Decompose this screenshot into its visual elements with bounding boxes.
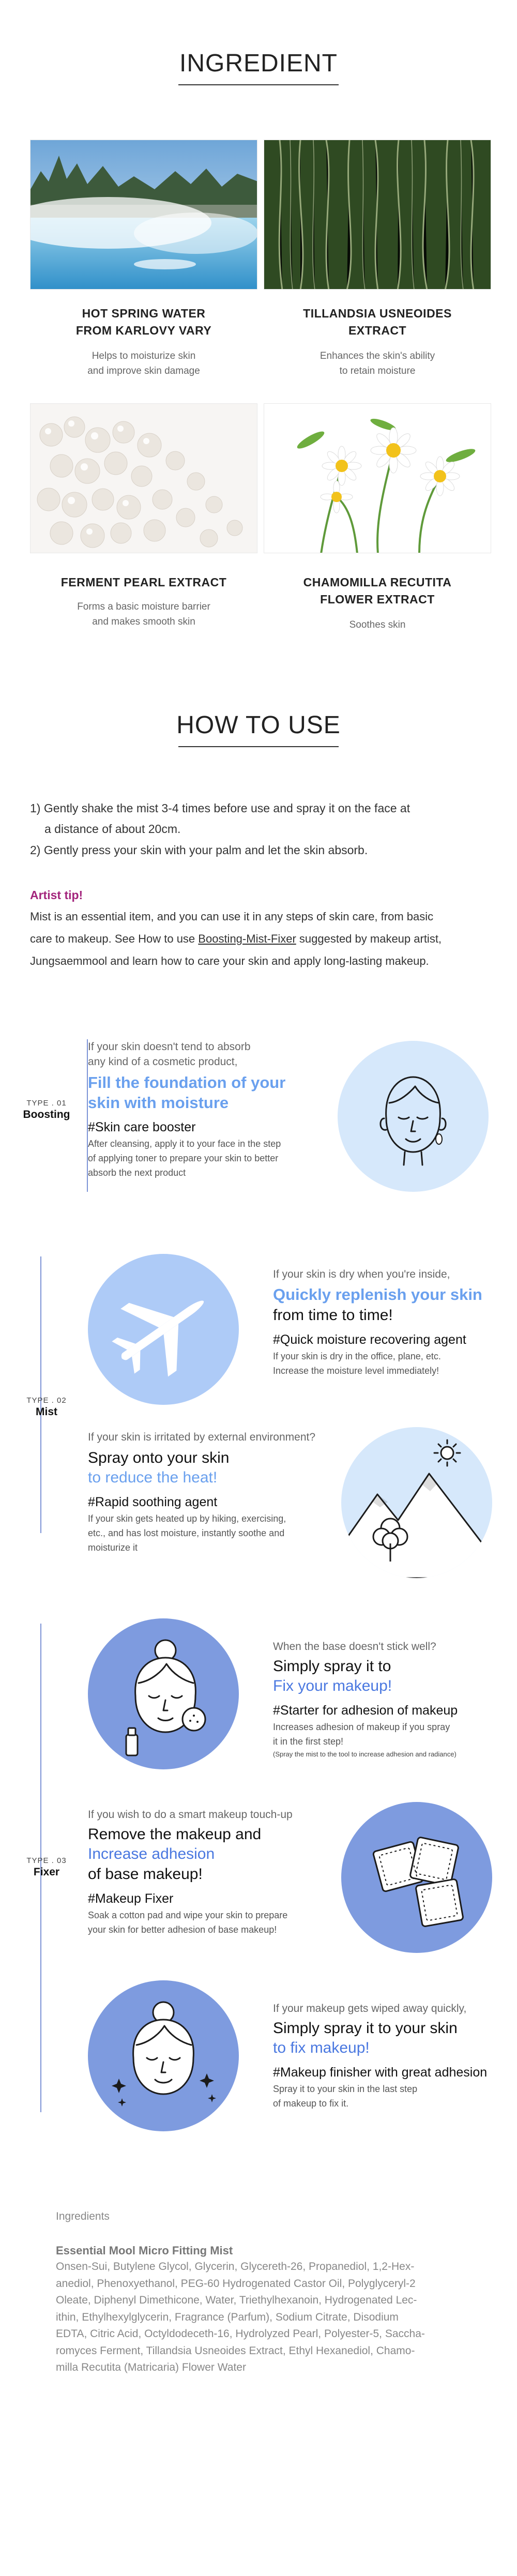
howto-steps bbox=[30, 798, 495, 860]
airplane-icon bbox=[88, 1254, 239, 1405]
type03-finisher-text: If your makeup gets wiped away quickly, Simply spray it to your skin to fix makeup! #Makeup finisher with great adhesion Spray it to your skin in the last step of makeup to fix it. bbox=[273, 2003, 488, 2109]
chamomile-photo bbox=[264, 403, 491, 553]
ingredient-description: Forms a basic moisture barrier and makes smooth skin bbox=[77, 601, 210, 627]
ingredient-description: Helps to moisturize skin and improve skin damage bbox=[87, 351, 200, 376]
woman-sponge-icon bbox=[88, 1618, 239, 1769]
type01-label: TYPE . 01 Boosting bbox=[23, 1099, 70, 1120]
ingredient-name: CHAMOMILLA RECUTITA FLOWER EXTRACT bbox=[303, 575, 452, 607]
type01-text: If your skin doesn't tend to absorb any kind of a cosmetic product, Fill the foundation of your skin with moisture #Skin care booster After cleansing, apply it to your face in the step of applying toner to prepare your skin to better absorb the next product bbox=[88, 1041, 286, 1178]
howto-section-title: HOW TO USE bbox=[176, 711, 341, 739]
howto-step-2: 2) Gently press your skin with your palm and let the skin absorb. bbox=[30, 843, 368, 857]
woman-face-icon bbox=[338, 1041, 489, 1192]
ingredient-name: TILLANDSIA USNEOIDES EXTRACT bbox=[303, 307, 452, 338]
pearls-photo bbox=[30, 403, 257, 553]
ingredient-name: FERMENT PEARL EXTRACT bbox=[60, 575, 227, 589]
boosting-mist-fixer-link[interactable]: Boosting-Mist-Fixer bbox=[198, 932, 296, 945]
type02-quick-moisture-text: If your skin is dry when you're inside, Quickly replenish your skin from time to time! #Quick moisture recovering agent If your skin is dry in the office, plane, etc. Increase the moisture level immediately! bbox=[273, 1268, 482, 1376]
product-name: Essential Mool Micro Fitting Mist bbox=[56, 2244, 233, 2257]
hot-spring-photo bbox=[30, 140, 257, 290]
cotton-pads-icon bbox=[341, 1802, 492, 1953]
ingredient-name: HOT SPRING WATER FROM KARLOVY VARY bbox=[75, 307, 212, 338]
artist-tip-title: Artist tip! bbox=[30, 888, 83, 902]
mountain-sun-icon bbox=[341, 1427, 492, 1578]
howto-step-1-cont: a distance of about 20cm. bbox=[44, 822, 181, 836]
ingredient-section-title: INGREDIENT bbox=[179, 50, 338, 77]
ingredients-list-title: Ingredients bbox=[56, 2210, 110, 2222]
tillandsia-moss-photo bbox=[264, 140, 491, 290]
type02-divider-line bbox=[40, 1256, 41, 1533]
howto-step-1: 1) Gently shake the mist 3-4 times before use and spray it on the face at bbox=[30, 801, 410, 815]
type03-label: TYPE . 03 Fixer bbox=[26, 1856, 67, 1878]
ingredient-description: Soothes skin bbox=[349, 619, 406, 630]
type03-fixer-text: If you wish to do a smart makeup touch-up Remove the makeup and Increase adhesion of base makeup! #Makeup Fixer Soak a cotton pad and wipe your skin to prepare your skin for better adhesion of base makeup! bbox=[88, 1809, 293, 1935]
woman-sparkle-icon bbox=[88, 1980, 239, 2131]
type03-starter-text: When the base doesn't stick well? Simply spray it to Fix your makeup! #Starter for adhesion of makeup Increases adhesion of makeup if you spray it in the first step! (Spray the mist to the tool to increase adhesion and radiance) bbox=[273, 1641, 458, 1758]
title-underline bbox=[178, 746, 339, 747]
ingredients-list-body: Onsen-Sui, Butylene Glycol, Glycerin, Glycereth-26, Propanediol, 1,2-Hex- anediol, Phenoxyethanol, PEG-60 Hydrogenated Castor Oil, Polyglyceryl-2 Oleate, Diphenyl Dimethicone, Water, Triethylhexanoin, Hydrogenated Lec- ithin, Ethylhexylglycerin, Fragrance (Parfum), Sodium Citrate, Disodium EDTA, Citric Acid, Octyldodeceth-16, Hydrolyzed Pearl, Polyester-5, Saccha- romyces Ferment, Tillandsia Usneoides Extract, Ethyl Hexanediol, Chamo- milla Recutita (Matricaria) Flower Water bbox=[56, 2261, 425, 2374]
ingredient-description: Enhances the skin's ability to retain moisture bbox=[320, 351, 435, 376]
title-underline bbox=[178, 84, 339, 85]
type02-soothing-text: If your skin is irritated by external environment? Spray onto your skin to reduce the heat! #Rapid soothing agent If your skin gets heated up by hiking, exercising, etc., and has lost moisture, instantly soothe and moisturize it bbox=[88, 1431, 316, 1553]
type02-label: TYPE . 02 Mist bbox=[26, 1396, 67, 1418]
artist-tip-body: Mist is an essential item, and you can use it in any steps of skin care, from basic care to makeup. See How to use Boosting-Mist-Fixer suggested by makeup artist, Jungsaemmool and learn how to care your skin and apply long-lasting makeup. bbox=[30, 910, 442, 967]
